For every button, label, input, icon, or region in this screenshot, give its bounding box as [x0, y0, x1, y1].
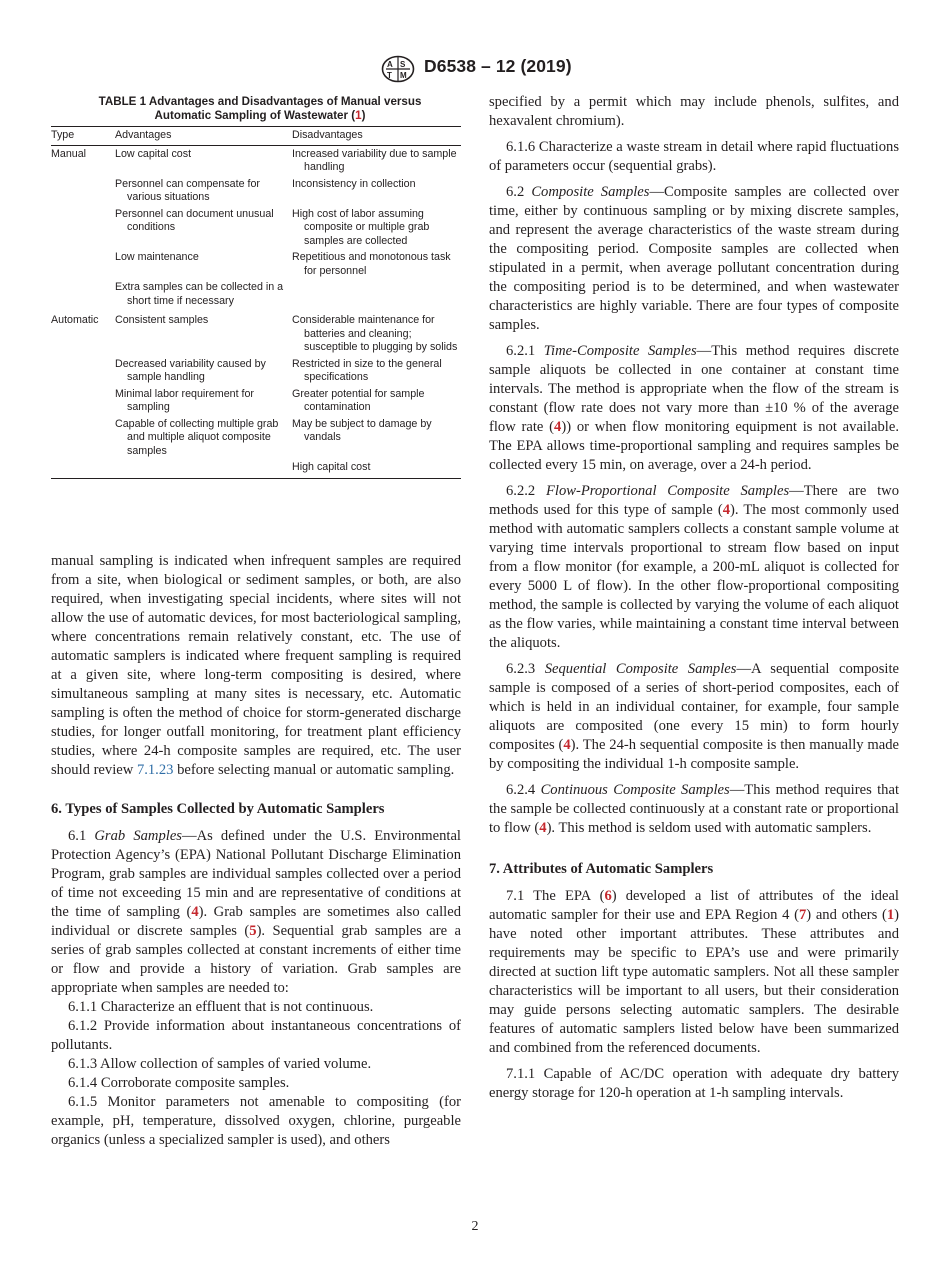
table-row — [51, 386, 461, 416]
paragraph-6-1: 6.1 Grab Samples—As defined under the U.S. Environmental Protection Agency’s (EPA) National Pollutant Discharge Elimination Program, grab samples are individual samples collected over a period of time not exceeding 15 min and are representative of conditions at the time of sampling (4). Grab samples are sometimes also called individual or discrete samples (5). Sequential grab samples are a series of grab samples collected at constant increments of either time or flow and provide a history of variation. Grab samples are appropriate when samples are needed to: — [51, 828, 462, 996]
paragraph-6-1-3: 6.1.3 Allow collection of samples of varied volume. — [68, 1056, 372, 1072]
advantages-disadvantages-table — [51, 126, 461, 479]
table-cell: Low capital cost — [115, 147, 192, 160]
table-cell — [51, 206, 115, 250]
table-caption-line1: TABLE 1 Advantages and Disadvantages of Manual versus — [98, 95, 422, 108]
table-cell: High capital cost — [292, 459, 461, 478]
table-cell: May be subject to damage by vandals — [292, 417, 432, 443]
table-caption-line2: Automatic Sampling of Wastewater (1) — [154, 109, 366, 122]
svg-text:A: A — [387, 60, 393, 69]
reference-link[interactable]: 7 — [798, 907, 807, 923]
reference-link[interactable]: 4 — [722, 502, 730, 518]
paragraph-6-1-6: 6.1.6 Characterize a waste stream in detail where rapid fluctuations of parameters occur (sequential grabs). — [489, 139, 899, 174]
paragraph-6-2-3: 6.2.3 Sequential Composite Samples—A sequential composite sample is composed of a series of short-period composites, each of which is held in an individual container, for example, four sample aliquots are composited (one every 15 min) to form hourly composites (4). The 24-h sequential composite is then manually made by compositing the individual 1-h composite sample. — [489, 661, 899, 772]
section-7-heading: 7. Attributes of Automatic Samplers — [489, 861, 714, 877]
reference-link[interactable]: 6 — [604, 888, 612, 904]
section-6-heading: 6. Types of Samples Collected by Automatic Samplers — [51, 801, 385, 817]
left-column — [51, 552, 461, 1150]
reference-link[interactable]: 4 — [563, 737, 571, 753]
table-cell: Capable of collecting multiple grab and multiple aliquot composite samples — [115, 417, 279, 457]
reference-link[interactable]: 4 — [191, 904, 199, 920]
document-designation: D6538 – 12 (2019) — [424, 56, 572, 76]
paragraph-6-2-2: 6.2.2 Flow-Proportional Composite Samples—There are two methods used for this type of sample (4). The most commonly used method with automatic samplers collects a constant sample volume at varying time intervals proportional to stream flow based on input from a flow monitor (for example, a 200-mL aliquot is collected for every 5000 L of flow). In the other flow-proportional compositing method, the sample is collected by varying the volume of each aliquot as the flow varies, while maintaining a constant time interval between the aliquots. — [489, 483, 899, 651]
table-cell — [51, 459, 115, 478]
paragraph-6-1-4: 6.1.4 Corroborate composite samples. — [68, 1075, 290, 1091]
table-cell: Personnel can compensate for various situations — [115, 177, 260, 203]
table-cell — [115, 459, 292, 478]
paragraph-6-1-5: 6.1.5 Monitor parameters not amenable to compositing (for example, pH, temperature, dissolved oxygen, chlorine, purgeable organics (unless a specialized sampler is used), and others — [51, 1094, 461, 1148]
table-row — [51, 459, 461, 478]
table-cell: Minimal labor requirement for sampling — [115, 387, 254, 413]
table-cell — [51, 356, 115, 386]
table-cell: Considerable maintenance for batteries and cleaning; susceptible to plugging by solids — [292, 314, 458, 353]
svg-text:S: S — [400, 60, 406, 69]
reference-link[interactable]: 4 — [539, 820, 547, 836]
page-number: 2 — [471, 1219, 479, 1234]
table-cell — [292, 279, 461, 312]
table-cell: Extra samples can be collected in a short time if necessary — [115, 281, 284, 307]
table-cell: Increased variability due to sample handling — [292, 147, 457, 173]
section-link-7-1-23[interactable]: 7.1.23 — [136, 762, 174, 778]
table-row — [51, 145, 461, 176]
table-cell: Inconsistency in collection — [292, 177, 416, 190]
reference-link[interactable]: 1 — [355, 109, 362, 122]
table-cell: Decreased variability caused by sample handling — [115, 357, 266, 383]
paragraph-intro: manual sampling is indicated when infrequent samples are required from a site, when biological or sediment samples, or both, are also required, when investigating special incidents, where sites will not allow the use of automatic devices, for most bacteriological sampling, where concentrations remain relatively constant, etc. The use of automatic samplers is indicated where frequent sampling is required at a given site, where long-term compositing is desired, where simultaneous sampling at many sites is necessary, etc. Automatic sampling is often the method of choice for storm-generated discharge studies, for longer outfall monitoring, for treatment plant efficiency studies, where 24-h composite samples are required, etc. The user should review 7.1.23 before selecting manual or automatic sampling. — [51, 553, 461, 778]
paragraph-6-1-1: 6.1.1 Characterize an effluent that is not continuous. — [68, 999, 374, 1015]
table-row — [51, 356, 461, 386]
table-cell — [51, 416, 115, 460]
table-cell: Manual — [51, 147, 87, 160]
right-column — [489, 93, 899, 1103]
column-header-disadvantages: Disadvantages — [292, 127, 461, 146]
column-header-type: Type — [51, 127, 115, 146]
paragraph-6-1-2: 6.1.2 Provide information about instantaneous concentrations of pollutants. — [51, 1018, 461, 1053]
paragraph-7-1: 7.1 The EPA (6) developed a list of attributes of the ideal automatic sampler for their use and EPA Region 4 (7) and others (1) have noted other important attributes. These attributes and requirements may be specific to EPA’s use and were primarily directed at suction lift type automatic samplers. Not all these sampler characteristics will be important to all users, but their consideration may guide persons selecting automatic samplers. The desirable features of automatic samplers listed below have been summarized and combined from the referenced documents. — [489, 888, 899, 1056]
table-cell: Automatic — [51, 314, 99, 326]
table-cell: High cost of labor assuming composite or multiple grab samples are collected — [292, 207, 430, 247]
table-cell — [51, 386, 115, 416]
table-row — [51, 249, 461, 279]
table-cell: Greater potential for sample contamination — [292, 387, 425, 413]
table-cell: Consistent samples — [115, 314, 209, 326]
table-cell — [51, 279, 115, 312]
svg-text:M: M — [400, 71, 407, 80]
table-row — [51, 279, 461, 312]
paragraph-6-2: 6.2 Composite Samples—Composite samples are collected over time, either by continuous sampling or by mixing discrete samples, and represent the average characteristics of the waste stream during the compositing period. Composite samples are collected when stipulated in a permit, when average pollutant concentration during the compositing period is to be determined, and when wastewater characteristics are highly variable. There are four types of composite samples. — [489, 184, 899, 333]
paragraph-7-1-1: 7.1.1 Capable of AC/DC operation with adequate dry battery energy storage for 120-h operation at 1-h sampling intervals. — [489, 1066, 899, 1101]
table-cell — [51, 249, 115, 279]
reference-link[interactable]: 5 — [249, 923, 257, 939]
table-row — [51, 206, 461, 250]
reference-link[interactable]: 1 — [886, 907, 895, 923]
astm-logo-icon — [381, 55, 415, 83]
table-row — [51, 312, 461, 356]
advantages-table-block — [51, 95, 461, 479]
table-row — [51, 176, 461, 206]
table-cell: Personnel can document unusual conditions — [115, 207, 274, 233]
column-header-advantages: Advantages — [115, 127, 292, 146]
svg-text:T: T — [387, 71, 392, 80]
paragraph-6-1-5-continued: specified by a permit which may include phenols, sulfites, and hexavalent chromium). — [489, 94, 899, 129]
table-header-row — [51, 127, 461, 146]
reference-link[interactable]: 4 — [554, 419, 562, 435]
table-caption — [51, 95, 461, 123]
table-cell: Restricted in size to the general specifications — [292, 357, 442, 383]
table-cell: Low maintenance — [115, 251, 199, 263]
paragraph-6-2-4: 6.2.4 Continuous Composite Samples—This method requires that the sample be collected continuously at a constant rate or proportional to flow (4). This method is seldom used with automatic samplers. — [489, 782, 899, 836]
table-row — [51, 416, 461, 460]
table-cell: Repetitious and monotonous task for personnel — [292, 251, 451, 277]
table-cell — [51, 176, 115, 206]
paragraph-6-2-1: 6.2.1 Time-Composite Samples—This method requires discrete sample aliquots be collected in one container at constant time intervals. The method is appropriate when the flow of the stream is constant (flow rate does not vary more than ±10 % of the average flow rate (4)) or when flow monitoring equipment is not available. The EPA allows time-proportional sampling and requires samples be collected every 15 min, on average, over a 24-h period. — [489, 343, 899, 473]
